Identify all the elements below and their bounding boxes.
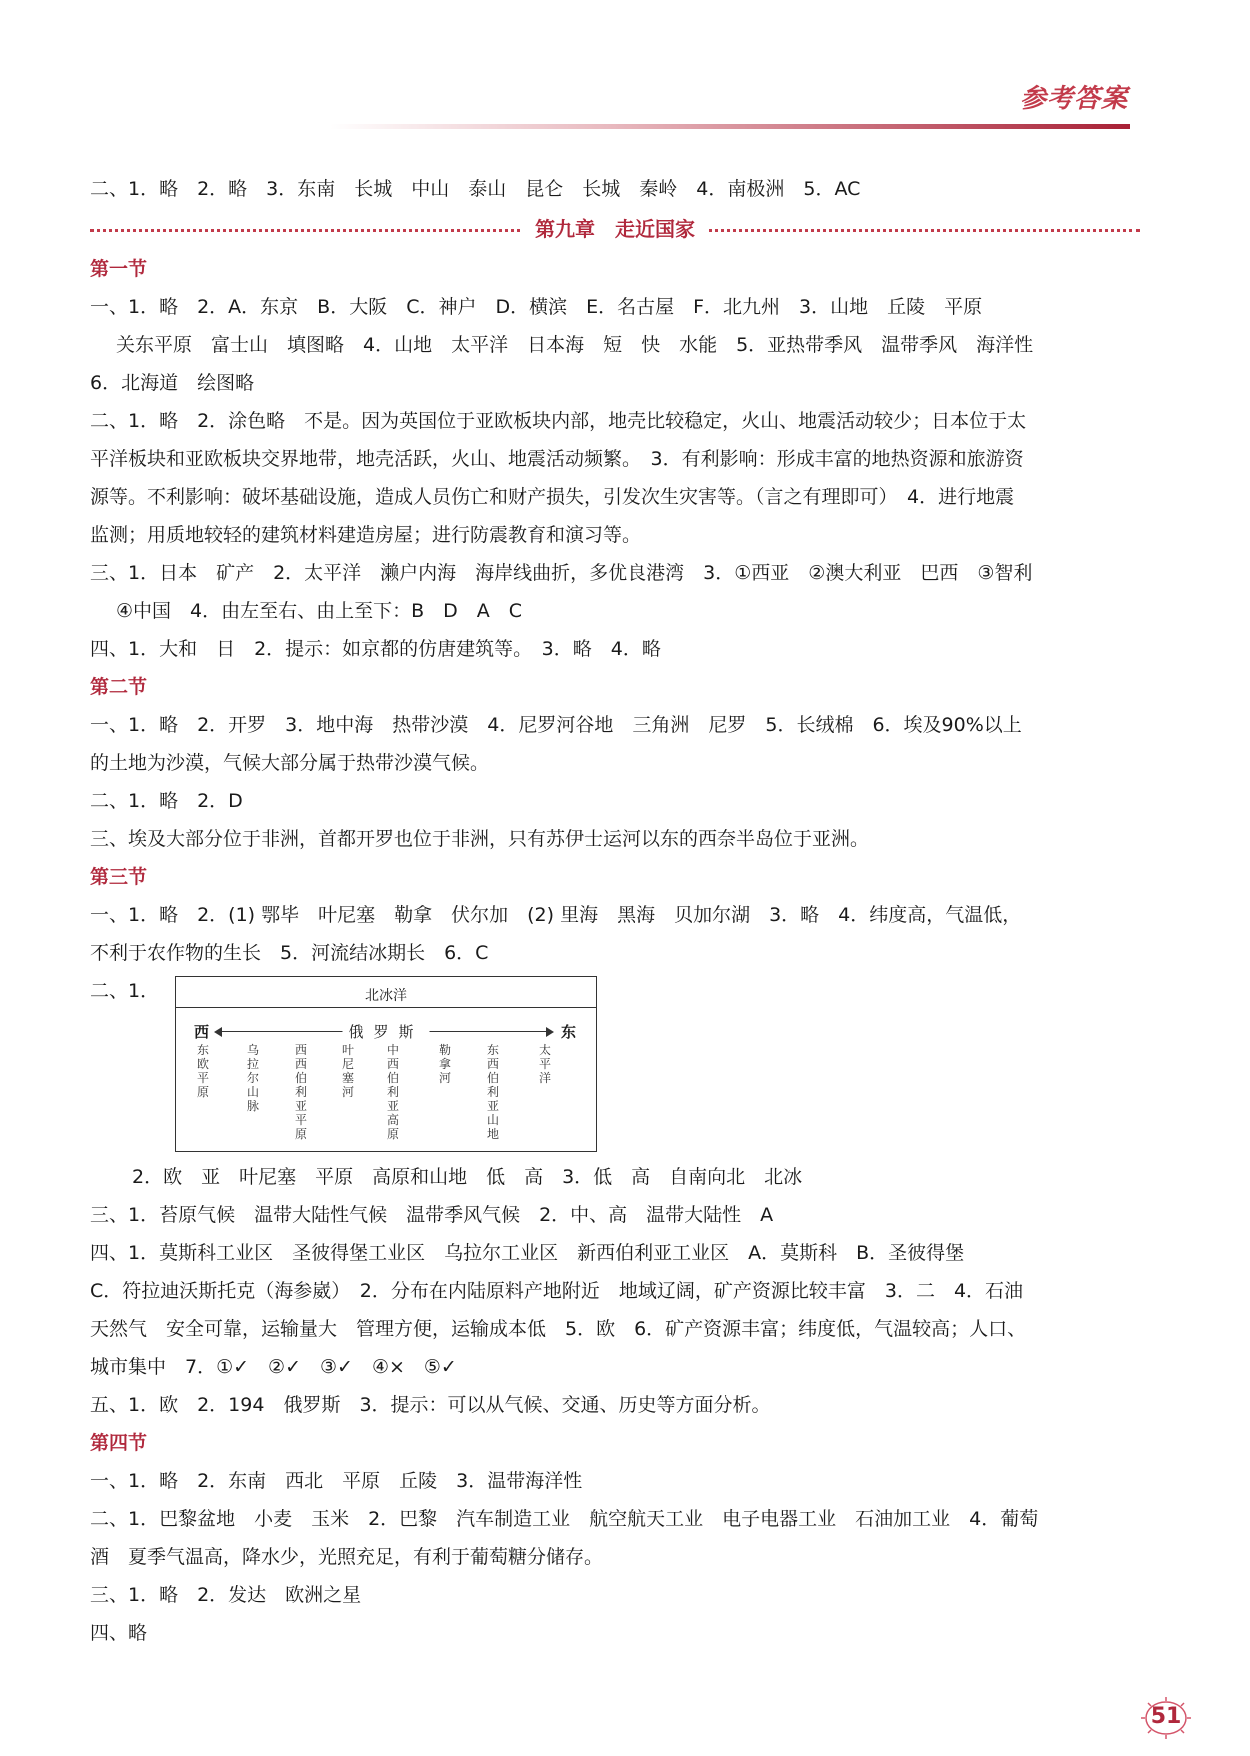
region-label: 勒拿河 — [438, 1043, 451, 1085]
answer-line: 2．欧 亚 叶尼塞 平原 高原和山地 低 高 3．低 高 自南向北 北冰 — [132, 1166, 803, 1188]
chapter-heading — [90, 210, 1140, 248]
page-number-badge — [1140, 1696, 1192, 1740]
top-answer-line: 二、1．略 2．略 3．东南 长城 中山 泰山 昆仑 长城 秦岭 4．南极洲 5．AC — [90, 178, 861, 200]
answer-line: 四、略 — [90, 1622, 148, 1644]
west-label: 西 — [194, 1023, 210, 1041]
answer-line: 三、1．略 2．发达 欧洲之星 — [90, 1584, 362, 1606]
answer-line: 一、1．略 2．(1) 鄂毕 叶尼塞 勒拿 伏尔加 (2) 里海 黑海 贝加尔湖 3．略 4．纬度高，气温低， — [90, 904, 1022, 926]
answer-line: 城市集中 7．①✓ ②✓ ③✓ ④× ⑤✓ — [90, 1356, 457, 1378]
answer-line: 二、1．巴黎盆地 小麦 玉米 2．巴黎 汽车制造工业 航空航天工业 电子电器工业 石油加工业 4．葡萄 — [90, 1508, 1039, 1530]
answer-line: 酒 夏季气温高，降水少，光照充足，有利于葡萄糖分储存。 — [90, 1546, 604, 1568]
ocean-label: 北冰洋 — [365, 988, 407, 1004]
map-question-label: 二、1． — [90, 980, 160, 1002]
answer-content — [90, 170, 1140, 1652]
answer-line: 的土地为沙漠，气候大部分属于热带沙漠气候。 — [90, 752, 490, 774]
answer-line: 天然气 安全可靠，运输量大 管理方便，运输成本低 5．欧 6．矿产资源丰富；纬度低，气温较高；人口、 — [90, 1318, 1027, 1340]
answer-line: 五、1．欧 2．194 俄罗斯 3．提示：可以从气候、交通、历史等方面分析。 — [90, 1394, 771, 1416]
header-rule — [330, 124, 1130, 129]
region-label: 太平洋 — [538, 1043, 551, 1085]
region-label: 东欧平原 — [196, 1043, 209, 1099]
region-label: 东西伯利亚山地 — [486, 1043, 499, 1141]
answer-line: 一、1．略 2．A．东京 B．大阪 C．神户 D．横滨 E．名古屋 F．北九州 3．山地 丘陵 平原 — [90, 296, 983, 318]
answer-line: 三、1．日本 矿产 2．太平洋 濑户内海 海岸线曲折，多优良港湾 3．①西亚 ②澳大利亚 巴西 ③智利 — [90, 562, 1033, 584]
answer-line: 源等。不利影响：破坏基础设施，造成人员伤亡和财产损失，引发次生灾害等。（言之有理即可） 4．进行地震 — [90, 486, 1015, 508]
answer-line: 四、1．大和 日 2．提示：如京都的仿唐建筑等。 3．略 4．略 — [90, 638, 661, 660]
region-label: 西西伯利亚平原 — [294, 1043, 307, 1141]
section-title: 第二节 — [90, 676, 148, 698]
east-label: 东 — [560, 1023, 576, 1041]
answer-line: 二、1．略 2．D — [90, 790, 243, 812]
answer-line: 一、1．略 2．东南 西北 平原 丘陵 3．温带海洋性 — [90, 1470, 583, 1492]
country-label: 俄罗斯 — [342, 1021, 429, 1042]
section-title: 第三节 — [90, 866, 148, 888]
region-label: 叶尼塞河 — [341, 1043, 354, 1099]
answer-line: ④中国 4．由左至右、由上至下：B D A C — [116, 600, 523, 622]
region-label: 乌拉尔山脉 — [246, 1043, 259, 1113]
region-label: 中西伯利亚高原 — [386, 1043, 399, 1141]
russia-profile-diagram — [175, 976, 597, 1152]
answer-line: 三、埃及大部分位于非洲，首都开罗也位于非洲，只有苏伊士运河以东的西奈半岛位于亚洲。 — [90, 828, 870, 850]
answer-line: 二、1．略 2．涂色略 不是。因为英国位于亚欧板块内部，地壳比较稳定，火山、地震活动较少；日本位于太 — [90, 410, 1027, 432]
diagram-divider — [176, 1007, 596, 1008]
section-title: 第四节 — [90, 1432, 148, 1454]
answer-line: 不利于农作物的生长 5．河流结冰期长 6．C — [90, 942, 489, 964]
header-title: 参考答案 — [1020, 84, 1129, 114]
page-number: 51 — [1150, 1704, 1182, 1729]
section-title: 第一节 — [90, 258, 148, 280]
answer-line: 关东平原 富士山 填图略 4．山地 太平洋 日本海 短 快 水能 5．亚热带季风 温带季风 海洋性 — [116, 334, 1034, 356]
answer-line: 三、1．苔原气候 温带大陆性气候 温带季风气候 2．中、高 温带大陆性 A — [90, 1204, 774, 1226]
answer-line: 一、1．略 2．开罗 3．地中海 热带沙漠 4．尼罗河谷地 三角洲 尼罗 5．长绒棉 6．埃及90%以上 — [90, 714, 1022, 736]
answer-line: 监测；用质地较轻的建筑材料建造房屋；进行防震教育和演习等。 — [90, 524, 642, 546]
answer-line: C．符拉迪沃斯托克（海参崴） 2．分布在内陆原料产地附近 地域辽阔，矿产资源比较丰富 3．二 4．石油 — [90, 1280, 1024, 1302]
answer-line: 四、1．莫斯科工业区 圣彼得堡工业区 乌拉尔工业区 新西伯利亚工业区 A．莫斯科 B．圣彼得堡 — [90, 1242, 965, 1264]
chapter-title: 第九章 走近国家 — [523, 210, 707, 248]
answer-line: 6．北海道 绘图略 — [90, 372, 255, 394]
answer-line: 平洋板块和亚欧板块交界地带，地壳活跃，火山、地震活动频繁。 3．有利影响：形成丰富的地热资源和旅游资 — [90, 448, 1024, 470]
